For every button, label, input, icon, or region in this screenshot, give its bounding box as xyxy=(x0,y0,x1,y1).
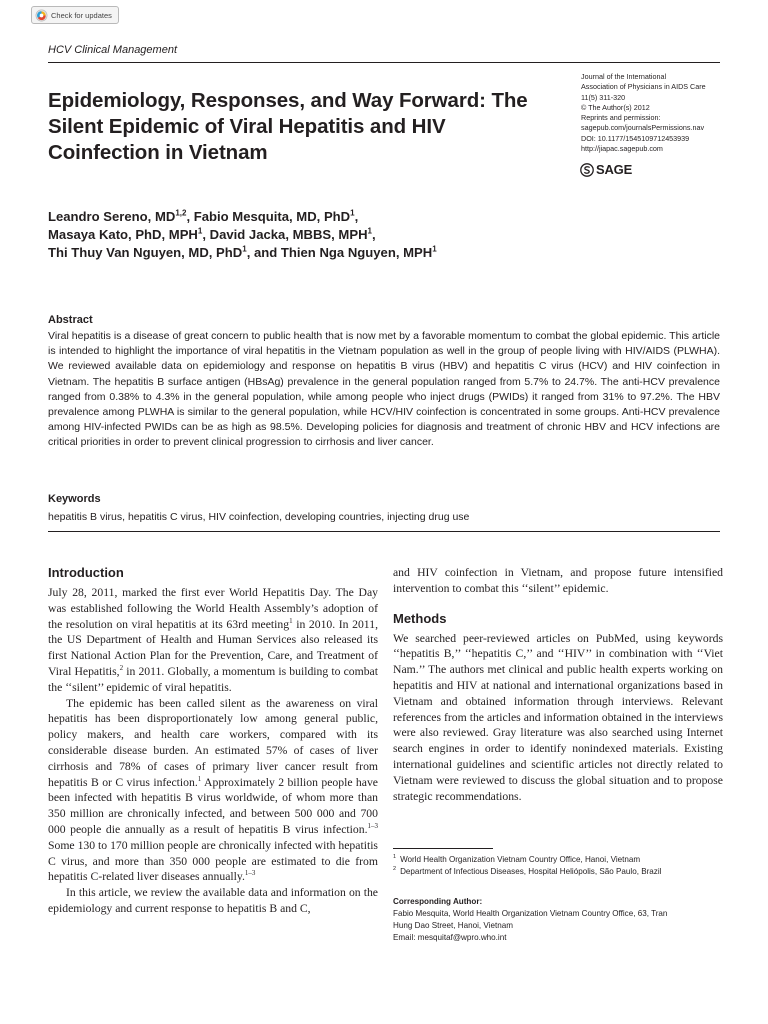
introduction-continued: and HIV coinfection in Vietnam, and propose future intensified intervention to combat this ‘‘silent’’ epidemic. xyxy=(393,566,723,595)
keywords-heading: Keywords xyxy=(48,493,101,505)
author-name: Masaya Kato, PhD, MPH xyxy=(48,227,198,242)
introduction-text-run: Some 130 to 170 million people are chronically infected with hepatitis C virus, and more than 350 000 people are estimated to die from hepatitis C-related liver diseases annually. xyxy=(48,838,378,884)
footnote-text: World Health Organization Vietnam Country Office, Hanoi, Vietnam xyxy=(400,855,641,864)
abstract-text: Viral hepatitis is a disease of great concern to public health that is now met by a favorable momentum to combat the global epidemic. This article is intended to highlight the importance of viral hepatitis in the Vietnam population as well in the group of people living with HIV/AIDS (PLWHA). We reviewed available data on epidemiology and response on hepatitis B virus (HBV) and hepatitis C virus (HCV) and HIV coinfection in Vietnam. The hepatitis B surface antigen (HBsAg) prevalence in the general population ranged from 5.7% to 24.7%. The anti-HCV prevalence ranged from 0.38% to 4.3% in the general population, while among people who inject drugs (PWIDs) it ranged from 31% to 97.2%. The HBV prevalence among PLWHA is similar to the general population, while HCV/HIV coinfection is concentrated in some groups. Anti-HCV prevalence among HIV-infected PWIDs can be as high as 98.5%. Developing policies for diagnosis and treatment of chronic HBV and HCV infections are critical priorities in order to prevent clinical progression to cirrhosis and liver cancer. xyxy=(48,330,720,449)
introduction-paragraph xyxy=(48,696,378,886)
author-name: David Jacka, MBBS, MPH xyxy=(209,227,368,242)
footnote-divider xyxy=(393,848,493,849)
journal-name-line2: Association of Physicians in AIDS Care xyxy=(581,82,706,92)
citation-superscript: 1 xyxy=(289,616,293,625)
introduction-paragraph xyxy=(48,585,378,696)
methods-body: We searched peer-reviewed articles on PubMed, using keywords ‘‘hepatitis B,’’ ‘‘hepatitis C,’’ and ‘‘HIV’’ in combination with ‘‘Viet Nam.’’ The authors met clinical and public health experts working on hepatitis and HIV at national and international organizations based in Vietnam and obtained information through interviews. Relevant references from the articles and information obtained in the interviews were also reviewed. Gray literature was also searched using Internet search engines in order to identify nonindexed materials. Existing international guidelines and scientific articles not directly related to Vietnam were reviewed to discuss the global situation and to propose strategic recommendations. xyxy=(393,631,723,803)
keywords-text: hepatitis B virus, hepatitis C virus, HIV coinfection, developing countries, injecting drug use xyxy=(48,511,470,523)
author-affiliation: 1 xyxy=(242,244,247,254)
author-list xyxy=(48,208,608,262)
section-tag: HCV Clinical Management xyxy=(48,44,177,56)
check-updates-label: Check for updates xyxy=(51,10,112,20)
permissions-link[interactable]: sagepub.com/journalsPermissions.nav xyxy=(581,123,705,133)
journal-volume: 11(5) 311-320 xyxy=(581,92,626,102)
check-updates-icon xyxy=(35,9,48,22)
abstract-heading: Abstract xyxy=(48,314,93,326)
sage-logo xyxy=(580,162,632,177)
journal-copyright: © The Author(s) 2012 xyxy=(581,102,650,112)
citation-superscript: 2 xyxy=(119,664,124,673)
author-name: Thi Thuy Van Nguyen, MD, PhD xyxy=(48,245,243,260)
corresponding-address-line2: Hung Dao Street, Hanoi, Vietnam xyxy=(393,921,513,930)
author-separator: , xyxy=(186,209,194,224)
footnote-number: 2 xyxy=(393,866,397,873)
author-name: Leandro Sereno, MD xyxy=(48,209,176,224)
introduction-text-run: July 28, 2011, marked the first ever World Hepatitis Day. The Day was established following the World Health Assembly’s adoption of the resolution on viral hepatitis at its 63rd meeting xyxy=(48,586,378,631)
author-affiliation: 1 xyxy=(197,226,203,236)
footnote-item xyxy=(393,854,723,866)
author-affiliation: 1 xyxy=(350,208,355,218)
introduction-text-run: In this article, we review the available data and information on the epidemiology and current response to hepatitis B and C, xyxy=(48,886,378,915)
header-divider xyxy=(48,62,720,63)
affiliation-footnotes xyxy=(393,854,723,878)
footnote-number: 1 xyxy=(393,854,397,861)
author-name: Fabio Mesquita, MD, PhD xyxy=(193,209,351,224)
author-separator: , and xyxy=(246,245,281,260)
introduction-text-run: in 2010. In 2011, the US Department of Health and Human Services also released its first National Action Plan for the Prevention, Care, and Treatment of Viral Hepatitis, xyxy=(48,617,378,678)
corresponding-author-heading: Corresponding Author: xyxy=(393,897,483,906)
article-title: Epidemiology, Responses, and Way Forward: The Silent Epidemic of Viral Hepatitis and HIV Coinfection in Vietnam xyxy=(48,89,528,164)
journal-name-line1: Journal of the International xyxy=(581,72,667,81)
footnote-text: Department of Infectious Diseases, Hospital Heliópolis, São Paulo, Brazil xyxy=(400,867,662,876)
journal-url-link[interactable]: http://jiapac.sagepub.com xyxy=(581,144,663,154)
footnote-item xyxy=(393,866,723,878)
journal-info xyxy=(581,72,741,154)
left-column xyxy=(48,565,378,917)
check-for-updates-button[interactable] xyxy=(31,6,119,24)
author-separator: , xyxy=(202,227,210,242)
corresponding-email-link[interactable]: Email: mesquitaf@wpro.who.int xyxy=(393,933,507,942)
introduction-body xyxy=(48,585,378,917)
author-affiliation: 1 xyxy=(367,226,372,236)
citation-superscript: 1–3 xyxy=(244,869,256,878)
author-affiliation: 1,2 xyxy=(175,208,187,218)
introduction-text-run: Approximately 2 billion people have been infected with hepatitis B virus worldwide, of whom more than 350 million are chronically infected, and between 500 000 and 700 000 people die annually as a result of hepatitis B virus infection. xyxy=(48,775,378,836)
right-column xyxy=(393,565,723,804)
abstract-divider xyxy=(48,531,720,532)
introduction-paragraph xyxy=(48,885,378,917)
citation-superscript: 1 xyxy=(197,774,202,783)
author-name: Thien Nga Nguyen, MPH xyxy=(280,245,433,260)
journal-reprints: Reprints and permission: xyxy=(581,113,661,123)
methods-heading: Methods xyxy=(393,610,447,626)
corresponding-address-line1: Fabio Mesquita, World Health Organization Vietnam Country Office, 63, Tran xyxy=(393,909,668,918)
citation-superscript: 1–3 xyxy=(367,822,378,831)
introduction-text-run: The epidemic has been called silent as the awareness on viral hepatitis has been disproportionately low among general public, policy makers, and health care workers, compared with its considerable disease burden. An estimated 57% of cases of liver cirrhosis and 78% of cases of primary liver cancer result from hepatitis B or C virus infection. xyxy=(48,696,378,789)
corresponding-author xyxy=(393,896,723,944)
author-affiliation: 1 xyxy=(432,244,437,254)
author-separator: , xyxy=(354,209,359,224)
sage-wordmark: SAGE xyxy=(596,162,633,177)
sage-icon xyxy=(580,163,594,177)
journal-doi[interactable]: DOI: 10.1177/1545109712453939 xyxy=(581,133,690,143)
introduction-heading: Introduction xyxy=(48,565,124,580)
author-separator: , xyxy=(371,227,376,242)
introduction-text-run: in 2011. Globally, a momentum is building to combat the ‘‘silent’’ epidemic of viral hepatitis. xyxy=(48,664,378,694)
